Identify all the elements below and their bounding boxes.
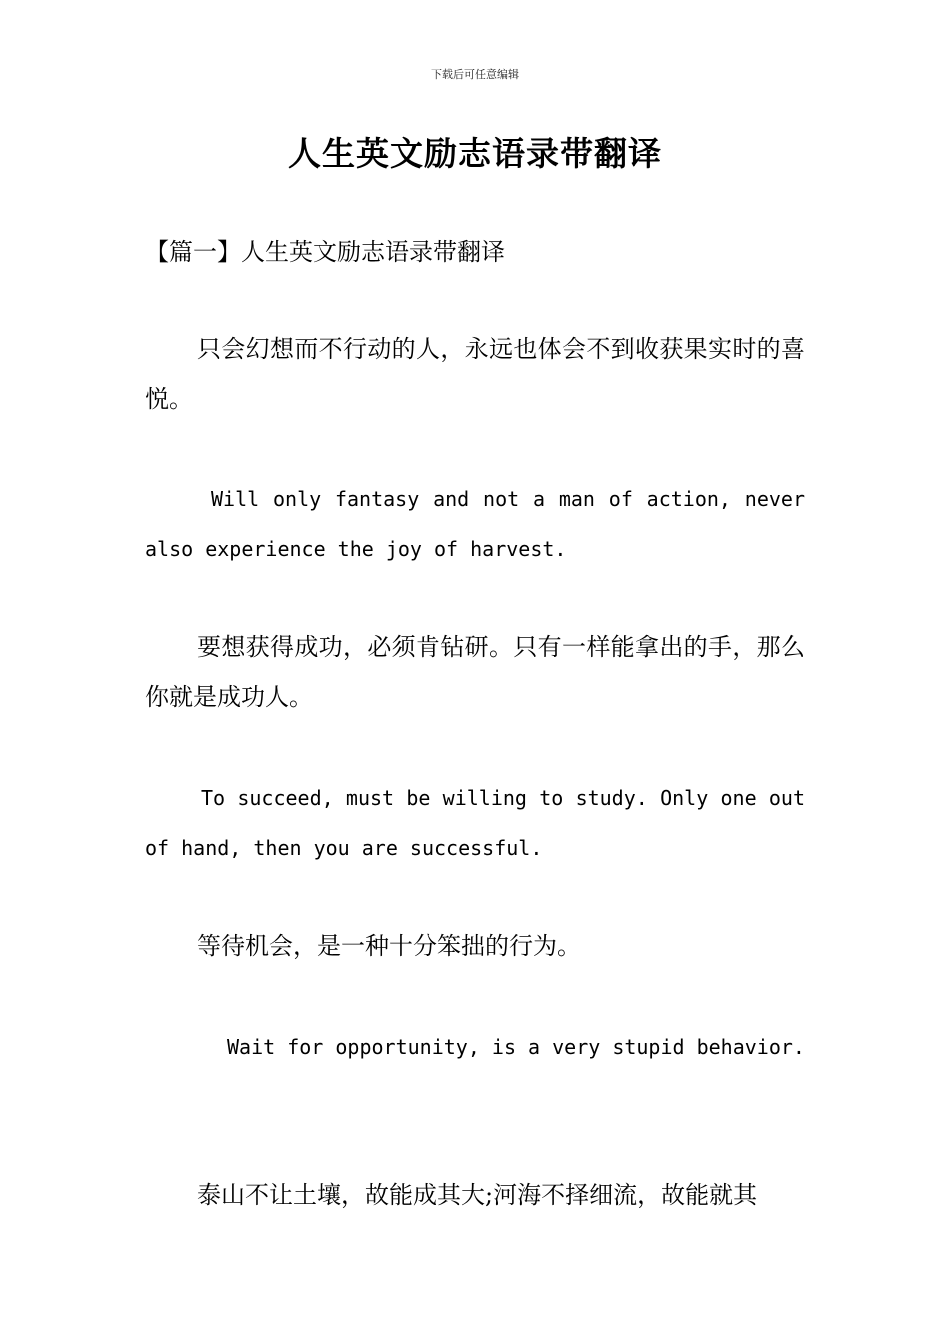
paragraph-cn-3: 等待机会，是一种十分笨拙的行为。 [197,932,581,960]
paragraph-en-3: Wait for opportunity, is a very stupid behavior. [227,1035,805,1059]
paragraph-en-1: Will only fantasy and not a man of action, never also experience the joy of harvest. [145,487,805,561]
paragraph-cn-4: 泰山不让土壤，故能成其大;河海不择细流，故能就其 [197,1181,758,1209]
paragraph-cn-1: 只会幻想而不行动的人，永远也体会不到收获果实时的喜悦。 [145,335,805,413]
paragraph-cn-2: 要想获得成功，必须肯钻研。只有一样能拿出的手，那么你就是成功人。 [145,633,805,711]
document-title: 人生英文励志语录带翻译 [288,134,662,173]
paragraph-en-2: To succeed, must be willing to study. Only one out of hand, then you are successful. [145,786,805,860]
header-note: 下载后可任意编辑 [431,68,519,81]
section-heading: 【篇一】人生英文励志语录带翻译 [145,238,505,266]
